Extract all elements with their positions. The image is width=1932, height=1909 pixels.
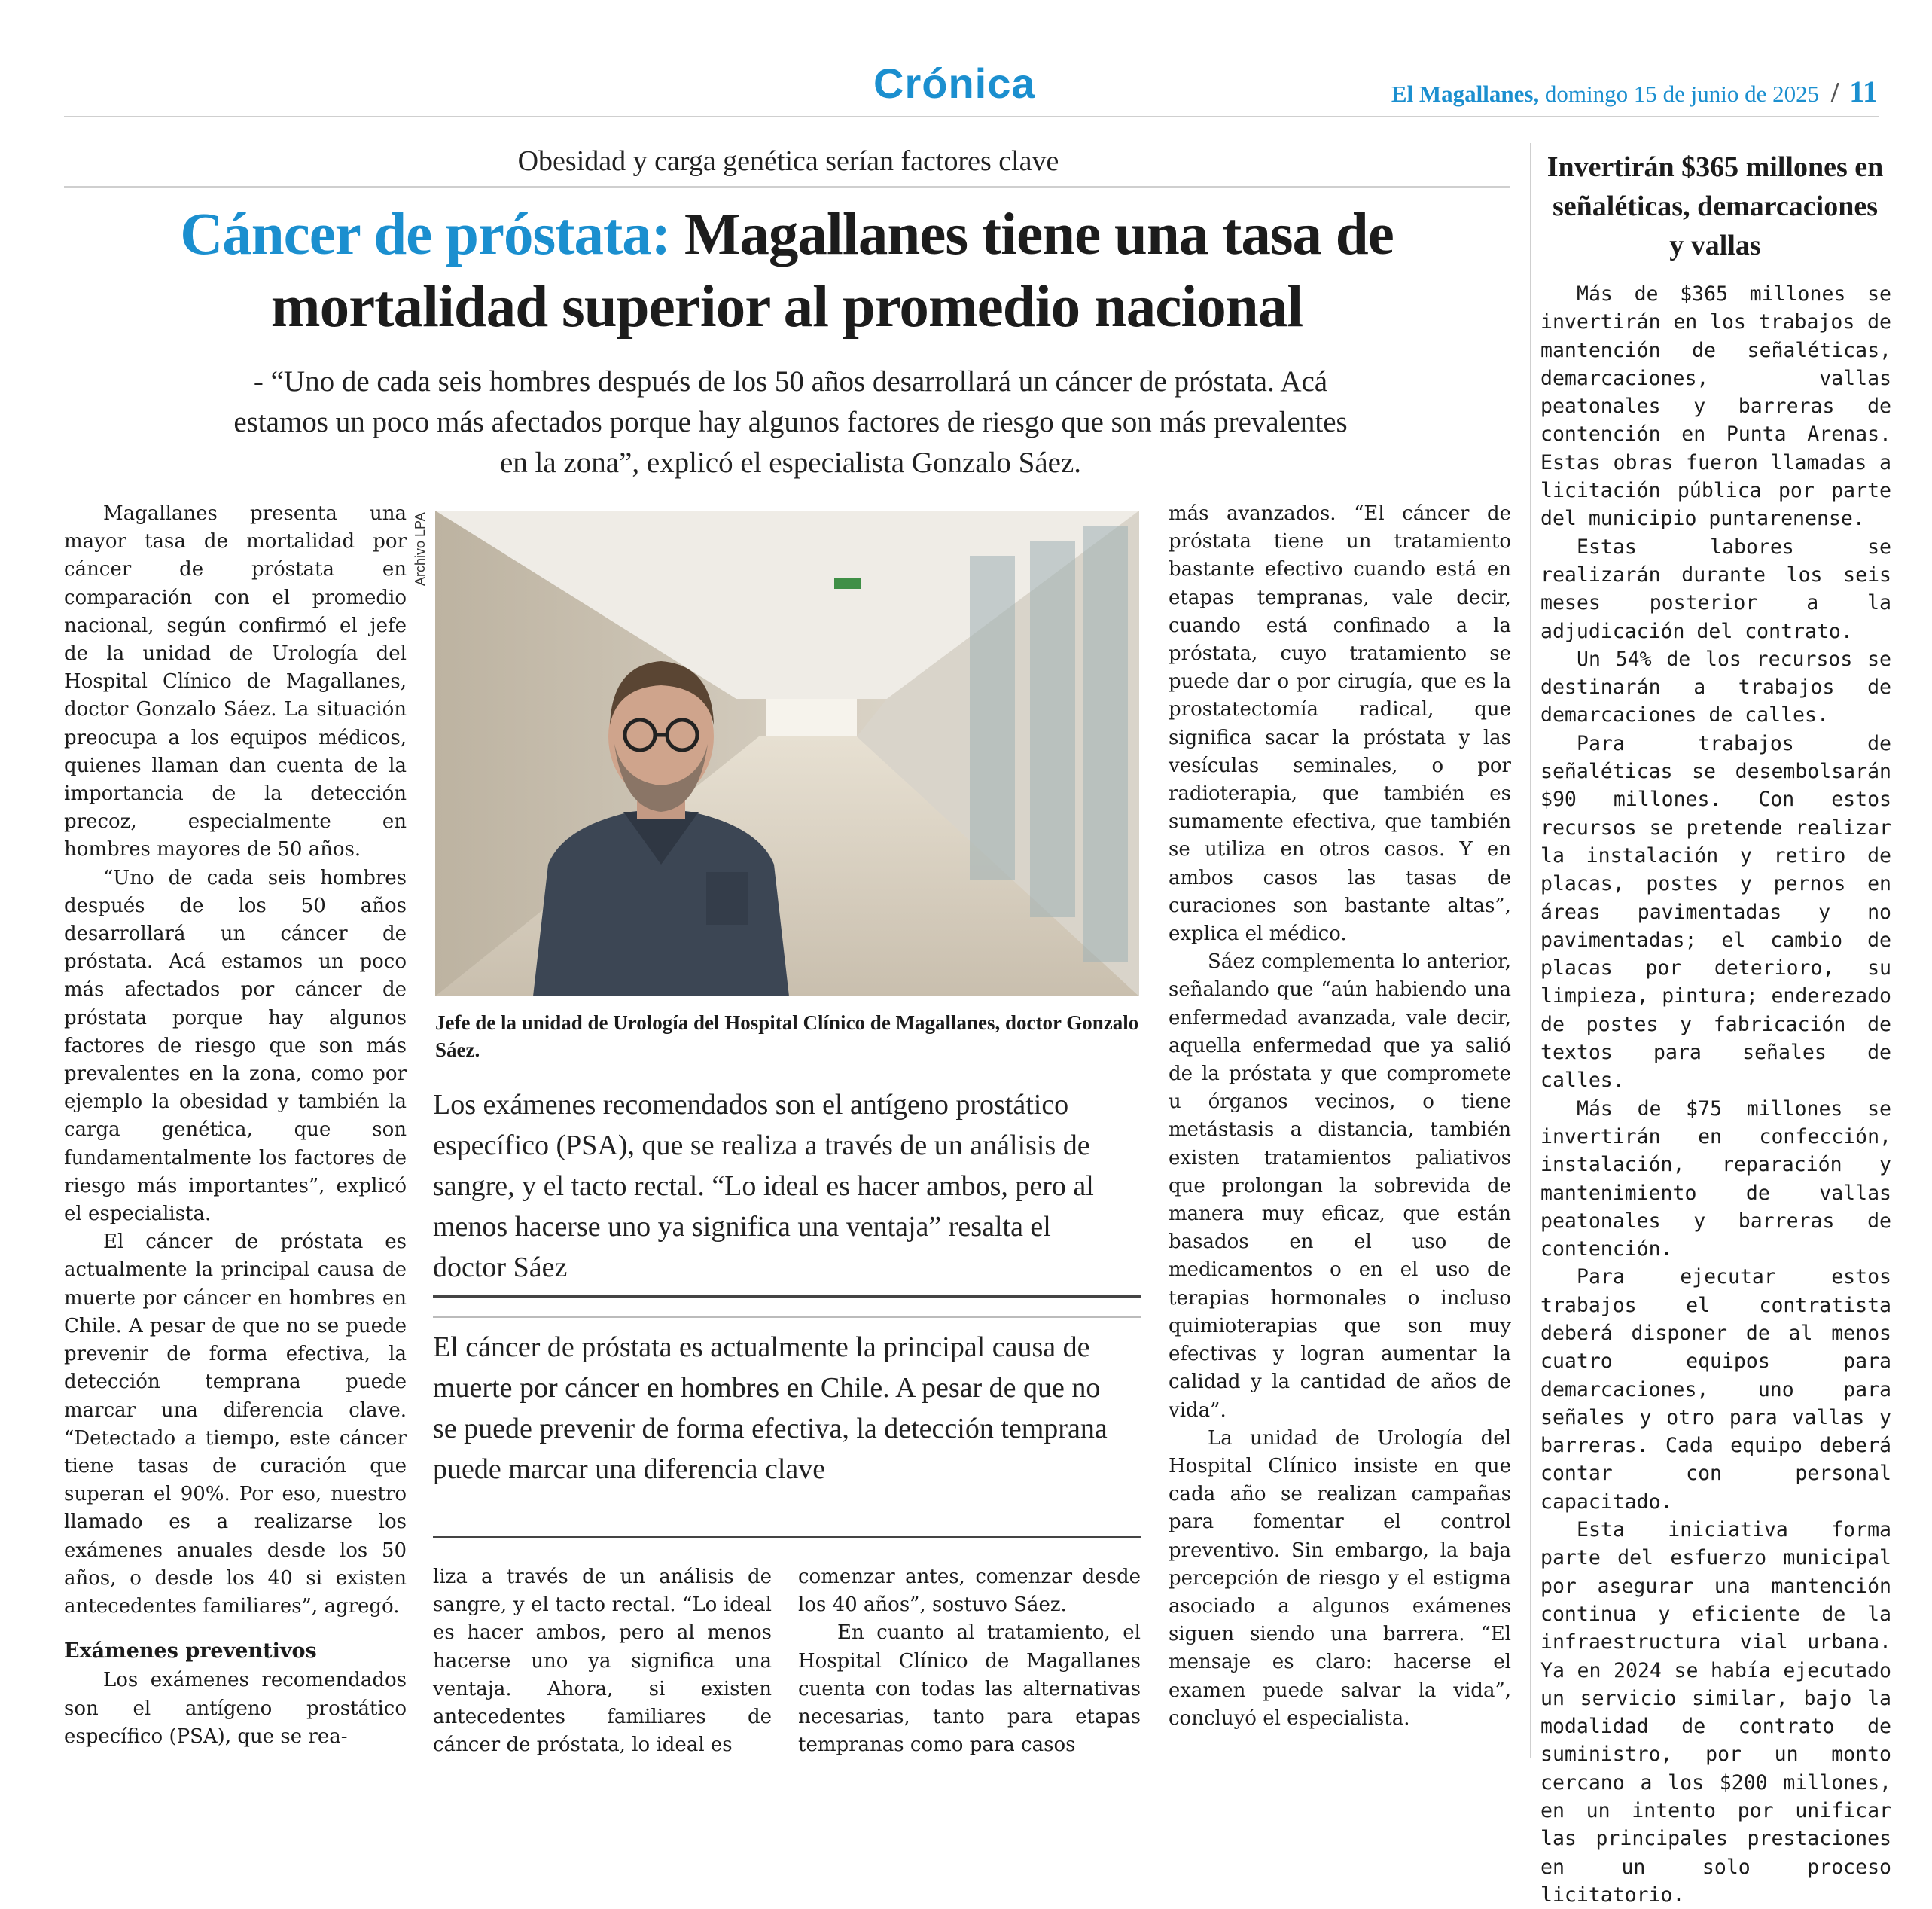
article-deck: - “Uno de cada seis hombres después de los 50 años desarrollará un cáncer de próstata. Acá estamos un poco más afectados porque hay algunos factores de riesgo que son más prevalentes en la zona”, explicó el especialista Gonzalo Sáez. [233, 365, 1348, 479]
doctor-photo [435, 511, 1139, 996]
pull-quote: Los exámenes recomendados son el antígeno prostático específico (PSA), que se realiza a través de un análisis de sangre, y el tacto rectal. “Lo ideal es hacer ambos, pero al menos hacerse uno ya significa una ventaja” resalta el doctor Sáez [433, 1089, 1094, 1283]
pull-quote-divider [433, 1295, 1141, 1298]
paragraph: más avanzados. “El cáncer de próstata tiene un tratamiento bastante efectivo cuando está en etapas tempranas, vale decir, cuando está confinado a la próstata, cuyo tratamiento se puede dar o por cirugía, que es la prostatectomía radical, que significa sacar la próstata y las vesículas seminales, o por radioterapia, que también es sumamente efectiva, que también se utiliza en otros casos. Y en ambos casos las tasas de curaciones son bastante altas”, explica el médico. [1169, 502, 1511, 946]
pull-quote: El cáncer de próstata es actualmente la principal causa de muerte por cáncer en hombres en Chile. A pesar de que no se puede prevenir de forma efectiva, la detección temprana puede marcar una diferencia clave [433, 1331, 1108, 1485]
body-column-4 [1169, 500, 1511, 1733]
paragraph: Esta iniciativa forma parte del esfuerzo municipal por asegurar una mantención continua y eficiente de la infraestructura vial urbana. Ya en 2024 se había ejecutado un servicio similar, bajo la modalidad de contrato de suministro, por un monto cercano a los $200 millones, en un intento por unificar las principales prestaciones en un solo proceso licitatorio. [1540, 1518, 1891, 1907]
headline-text: Magallanes tiene una tasa de mortalidad superior al promedio nacional [270, 202, 1394, 340]
paragraph: La unidad de Urología del Hospital Clínico insiste en que cada año se realizan campañas para fomentar el control preventivo. Sin embargo, la baja percepción de riesgo y el estigma asociado a algunos exámenes siguen siendo una barrera. “El mensaje es claro: hacerse el examen puede salvar la vida”, concluyó el especialista. [1169, 1426, 1511, 1730]
paragraph: En cuanto al tratamiento, el Hospital Clínico de Magallanes cuenta con todas las alternativas necesarias, tanto para etapas tempranas como para casos [798, 1621, 1141, 1757]
headline-highlight: Cáncer de próstata: [180, 202, 671, 267]
photo-credit: Archivo LPA [413, 512, 428, 586]
article-kicker: Obesidad y carga genética serían factores clave [517, 145, 1059, 177]
paragraph: Para trabajos de señaléticas se desembolsarán $90 millones. Con estos recursos se pretende realizar la instalación y retiro de placas, postes y pernos en áreas pavimentadas y no pavimentadas; el cambio de placas por deterioro, su limpieza, pintura; enderezado de postes y fabricación de textos para señales de calles. [1540, 731, 1891, 1093]
paragraph: Para ejecutar estos trabajos el contratista deberá disponer de al menos cuatro equipos para demarcaciones, uno para señales y otro para vallas y barreras. Cada equipo deberá contar con personal capacitado. [1540, 1265, 1891, 1514]
paragraph: Los exámenes recomendados son el antígeno prostático específico (PSA), que se rea- [64, 1669, 407, 1748]
photo-caption: Jefe de la unidad de Urología del Hospital Clínico de Magallanes, doctor Gonzalo Sáez. [435, 1011, 1139, 1061]
paragraph: Estas labores se realizarán durante los seis meses posterior a la adjudicación del contrato. [1540, 535, 1891, 643]
paragraph: Más de $365 millones se invertirán en los trabajos de mantención de señaléticas, demarcaciones, vallas peatonales y barreras de contención en Punta Arenas. Estas obras fueron llamadas a licitación pública por parte del municipio puntarenense. [1540, 282, 1891, 531]
paragraph: comenzar antes, comenzar desde los 40 años”, sostuvo Sáez. [798, 1566, 1141, 1617]
kicker-divider [64, 186, 1510, 188]
folio-separator: / [1830, 77, 1839, 108]
sidebar-body [1540, 280, 1891, 1909]
sidebar-divider [1530, 143, 1531, 1758]
paragraph: liza a través de un análisis de sangre, y el tacto rectal. “Lo ideal es hacer ambos, pero al menos hacerse uno ya significa una ventaja. Ahora, si existen antecedentes familiares de cáncer de próstata, lo ideal es [433, 1566, 772, 1757]
body-column-2 [433, 1563, 772, 1759]
photo-illustration [435, 511, 1139, 996]
pull-quote-divider [433, 1536, 1141, 1538]
folio [1391, 74, 1878, 109]
section-title: Crónica [873, 59, 1036, 107]
issue-date: domingo 15 de junio de 2025 [1544, 81, 1820, 107]
paragraph: Magallanes presenta una mayor tasa de mortalidad por cáncer de próstata en comparación con el promedio nacional, según confirmó el jefe de la unidad de Urología del Hospital Clínico de Magallanes, doctor Gonzalo Sáez. La situación preocupa a los equipos médicos, quienes llaman dan cuenta de la importancia de la detección precoz, especialmente en hombres mayores de 50 años. [64, 502, 407, 861]
body-column-3 [798, 1563, 1141, 1759]
subhead: Exámenes preventivos [64, 1639, 317, 1664]
paragraph: El cáncer de próstata es actualmente la principal causa de muerte por cáncer en hombres en Chile. A pesar de que no se puede prevenir de forma efectiva, la detección temprana puede marcar una diferencia clave. “Detectado a tiempo, este cáncer tiene tasas de curación que superan el 90%. Por eso, nuestro llamado es a realizarse los exámenes anuales desde los 50 años, o desde los 40 si existen antecedentes familiares”, agregó. [64, 1230, 407, 1618]
paragraph: Sáez complementa lo anterior, señalando que “aún habiendo una enfermedad avanzada, vale decir, aquella enfermedad que ya salió de la próstata y que compromete u órganos vecinos, o tiene metástasis a distancia, también existen tratamientos paliativos que prolongan la sobrevida de manera muy eficaz, que están basados en el uso de medicamentos o en el uso de terapias hormonales o incluso quimioterapias que son muy efectivas y logran aumentar la calidad y la cantidad de años de vida”. [1169, 950, 1511, 1422]
pull-quote-divider [433, 1316, 1141, 1318]
paragraph: Un 54% de los recursos se destinarán a trabajos de demarcaciones de calles. [1540, 647, 1891, 727]
sidebar-headline: Invertirán $365 millones en señaléticas, demarcaciones y vallas [1547, 151, 1884, 261]
article-headline [64, 199, 1510, 343]
page-number: 11 [1849, 75, 1878, 108]
body-column-1 [64, 500, 407, 1751]
paragraph: Más de $75 millones se invertirán en confección, instalación, reparación y mantenimiento de vallas peatonales y barreras de contención. [1540, 1096, 1891, 1261]
newspaper-name: El Magallanes, [1391, 81, 1540, 107]
paragraph: “Uno de cada seis hombres después de los 50 años desarrollará un cáncer de próstata. Acá estamos un poco más afectados por cáncer de próstata porque hay algunos factores de riesgo que son más prevalentes en la zona, como por ejemplo la obesidad y también la carga genética, que son fundamentalmente los factores de riesgo más importantes”, explicó el especialista. [64, 866, 407, 1226]
